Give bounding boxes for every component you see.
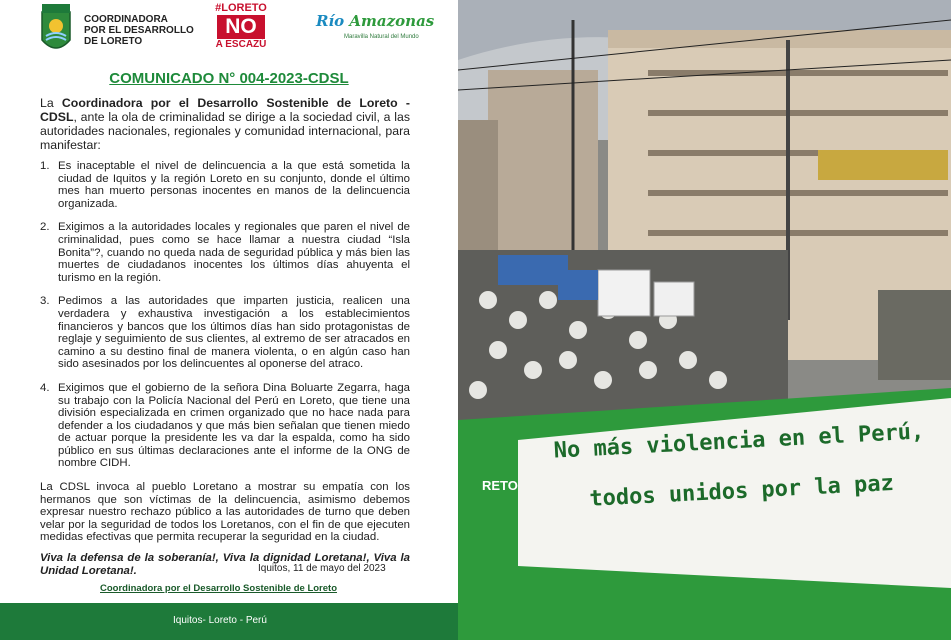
list-item: 3. Pedimos a las autoridades que imparten justicia, realicen una verdadera y exhaustiva investigación a los establecimientos financieros y bancos que los últimos días han sido protagonistas de reglaje y seguimiento de sus clientes, al extremo de ser atracados en camino a su destino final de manera violenta, o en algún caso han sido asesinados por los delincuentes al oponerse del atraco. [40, 295, 410, 371]
amazonas-brand-a: Río [316, 12, 345, 30]
banner-side-word: RETO [482, 478, 518, 493]
communique-document [0, 0, 458, 640]
campaign-no: NO [217, 15, 265, 39]
document-body [40, 96, 410, 585]
list-item: 2. Exigimos a la autoridades locales y regionales que paren el nivel de criminalidad, pues como se hace llamar a nuestra ciudad “Isla Bonita”?, cuando no queda nada de seguridad pública y más bien las muertes de ciudadanos inocentes los últimos días ahuyenta el turismo en la región. [40, 221, 410, 284]
document-title: COMUNICADO N° 004-2023-CDSL [109, 70, 349, 87]
amazonas-brand-b: Amazonas [349, 12, 435, 30]
campaign-tag: #LORETO [215, 2, 267, 14]
amazonas-tagline: Maravilla Natural del Mundo [344, 34, 419, 40]
org-name: COORDINADORA POR EL DESARROLLO DE LORETO [84, 14, 194, 47]
closing-slogan: Viva la defensa de la soberanía!, Viva la dignidad Loretana!, Viva la Unidad Loretana!. [40, 552, 410, 577]
campaign-logo [214, 2, 268, 56]
signature: Coordinadora por el Desarrollo Sostenible de Loreto [100, 583, 338, 594]
document-header [0, 0, 458, 62]
campaign-sub: A ESCAZÚ [215, 39, 267, 50]
march-photo [458, 0, 951, 640]
banner-line-2: todos unidos por la paz [588, 470, 895, 512]
list-item: 1. Es inaceptable el nivel de delincuencia a la que está sometida la ciudad de Iquitos y la región Loreto en su conjunto, donde el último mes han muerto personas inocentes en manos de la delincuencia organizada. [40, 160, 410, 210]
document-footer [0, 603, 458, 640]
demands-list [40, 160, 410, 470]
document-date: Iquitos, 11 de mayo del 2023 [258, 563, 386, 574]
cdsl-logo [38, 2, 74, 58]
banner-slogan [528, 406, 951, 548]
list-item: 4. Exigimos que el gobierno de la señora Dina Boluarte Zegarra, haga su trabajo con la Policía Nacional del Perú en Loreto, que tiene una división especializada en crimen organizado que no hace nada para defender a los ciudadanos y que más bien señalan que tienen miedo de actuar porque la presidente les va dar la espalda, como ha sido público en sus últimas declaraciones ante el informe de la ONG de nombre CIDH. [40, 381, 410, 470]
footer-location: Iquitos- Loreto - Perú [173, 615, 267, 626]
banner-line-1: No más violencia en el Perú, [553, 419, 925, 464]
intro-paragraph: La Coordinadora por el Desarrollo Sostenible de Loreto - CDSL, ante la ola de criminalidad se dirige a la sociedad civil, a las autoridades nacionales, regionales y comunidad internacional, para manifestar: [40, 96, 410, 152]
amazonas-logo [316, 10, 435, 46]
closing-paragraph: La CDSL invoca al pueblo Loretano a mostrar su empatía con los hermanos que son víctimas de la delincuencia, asimismo debemos expresar nuestro rechazo público a las autoridades de turno que deben velar por la seguridad de todos los Loretanos, con el fin de que ejecuten medidas efectivas que permita recuperar la seguridad en la ciudad. [40, 481, 410, 544]
